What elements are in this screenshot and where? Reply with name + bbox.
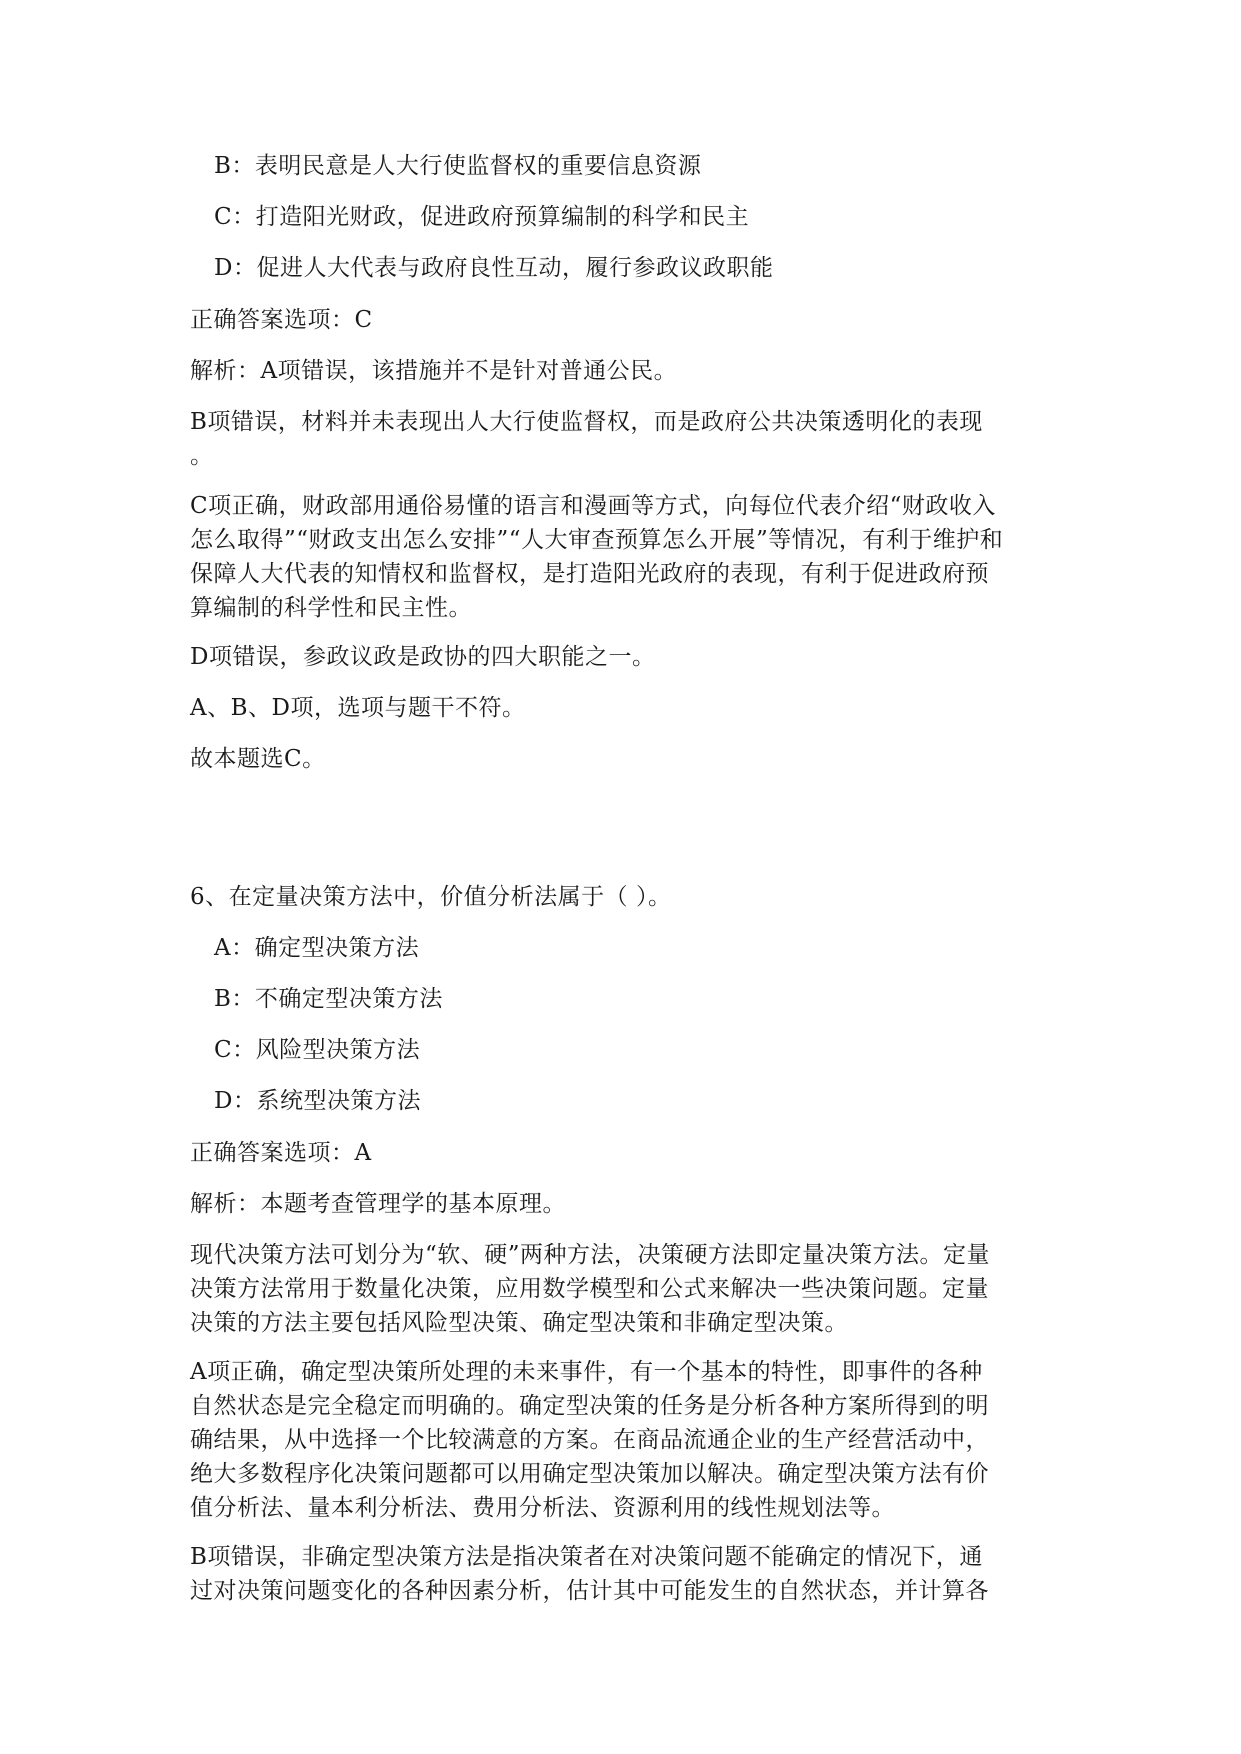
- q6-answer: 正确答案选项：A: [190, 1140, 372, 1166]
- text-line: 过对决策问题变化的各种因素分析，估计其中可能发生的自然状态，并计算各: [190, 1578, 989, 1604]
- q6-option-b: B：不确定型决策方法: [214, 986, 443, 1012]
- q6-option-a: A：确定型决策方法: [214, 935, 420, 961]
- document-page: [190, 0, 1050, 1754]
- text-line: 算编制的科学性和民主性。: [190, 595, 472, 621]
- q6-question: 6、在定量决策方法中，价值分析法属于（ ）。: [190, 884, 672, 910]
- q5-option-d: D：促进人大代表与政府良性互动，履行参政议政职能: [214, 255, 774, 281]
- q5-analysis-d: D项错误，参政议政是政协的四大职能之一。: [190, 644, 656, 670]
- q5-analysis-c: [190, 489, 1050, 625]
- text-line: 绝大多数程序化决策问题都可以用确定型决策加以解决。确定型决策方法有价: [190, 1461, 989, 1487]
- text-line: A项正确，确定型决策所处理的未来事件，有一个基本的特性，即事件的各种: [190, 1359, 983, 1385]
- text-line: 决策方法常用于数量化决策，应用数学模型和公式来解决一些决策问题。定量: [190, 1276, 989, 1302]
- text-line: 保障人大代表的知情权和监督权，是打造阳光政府的表现，有利于促进政府预: [190, 561, 989, 587]
- text-line: 决策的方法主要包括风险型决策、确定型决策和非确定型决策。: [190, 1310, 848, 1336]
- q6-analysis-p1: [190, 1238, 1050, 1340]
- q6-option-d: D：系统型决策方法: [214, 1088, 421, 1114]
- text-line: B项错误，材料并未表现出人大行使监督权，而是政府公共决策透明化的表现: [190, 409, 983, 435]
- text-line: 自然状态是完全稳定而明确的。确定型决策的任务是分析各种方案所得到的明: [190, 1393, 989, 1419]
- text-line: 。: [190, 443, 214, 469]
- q5-answer: 正确答案选项：C: [190, 307, 373, 333]
- text-line: 确结果，从中选择一个比较满意的方案。在商品流通企业的生产经营活动中，: [190, 1427, 989, 1453]
- q5-conclusion: 故本题选C。: [190, 746, 326, 772]
- q5-analysis-intro: 解析：A项错误，该措施并不是针对普通公民。: [190, 358, 678, 384]
- q5-analysis-b: [190, 405, 1050, 473]
- text-line: 怎么取得”“财政支出怎么安排”“人大审查预算怎么开展”等情况，有利于维护和: [190, 527, 1004, 553]
- q6-analysis-intro: 解析：本题考查管理学的基本原理。: [190, 1191, 566, 1217]
- q5-analysis-abd: A、B、D项，选项与题干不符。: [190, 695, 526, 721]
- text-line: B项错误，非确定型决策方法是指决策者在对决策问题不能确定的情况下，通: [190, 1544, 983, 1570]
- q6-analysis-a: [190, 1355, 1050, 1525]
- q5-option-c: C：打造阳光财政，促进政府预算编制的科学和民主: [214, 204, 750, 230]
- q5-option-b: B：表明民意是人大行使监督权的重要信息资源: [214, 153, 702, 179]
- q6-option-c: C：风险型决策方法: [214, 1037, 421, 1063]
- text-line: 值分析法、量本利分析法、费用分析法、资源利用的线性规划法等。: [190, 1495, 895, 1521]
- text-line: 现代决策方法可划分为“软、硬”两种方法，决策硬方法即定量决策方法。定量: [190, 1242, 991, 1268]
- q6-analysis-b: [190, 1540, 1050, 1608]
- text-line: C项正确，财政部用通俗易懂的语言和漫画等方式，向每位代表介绍“财政收入: [190, 493, 996, 519]
